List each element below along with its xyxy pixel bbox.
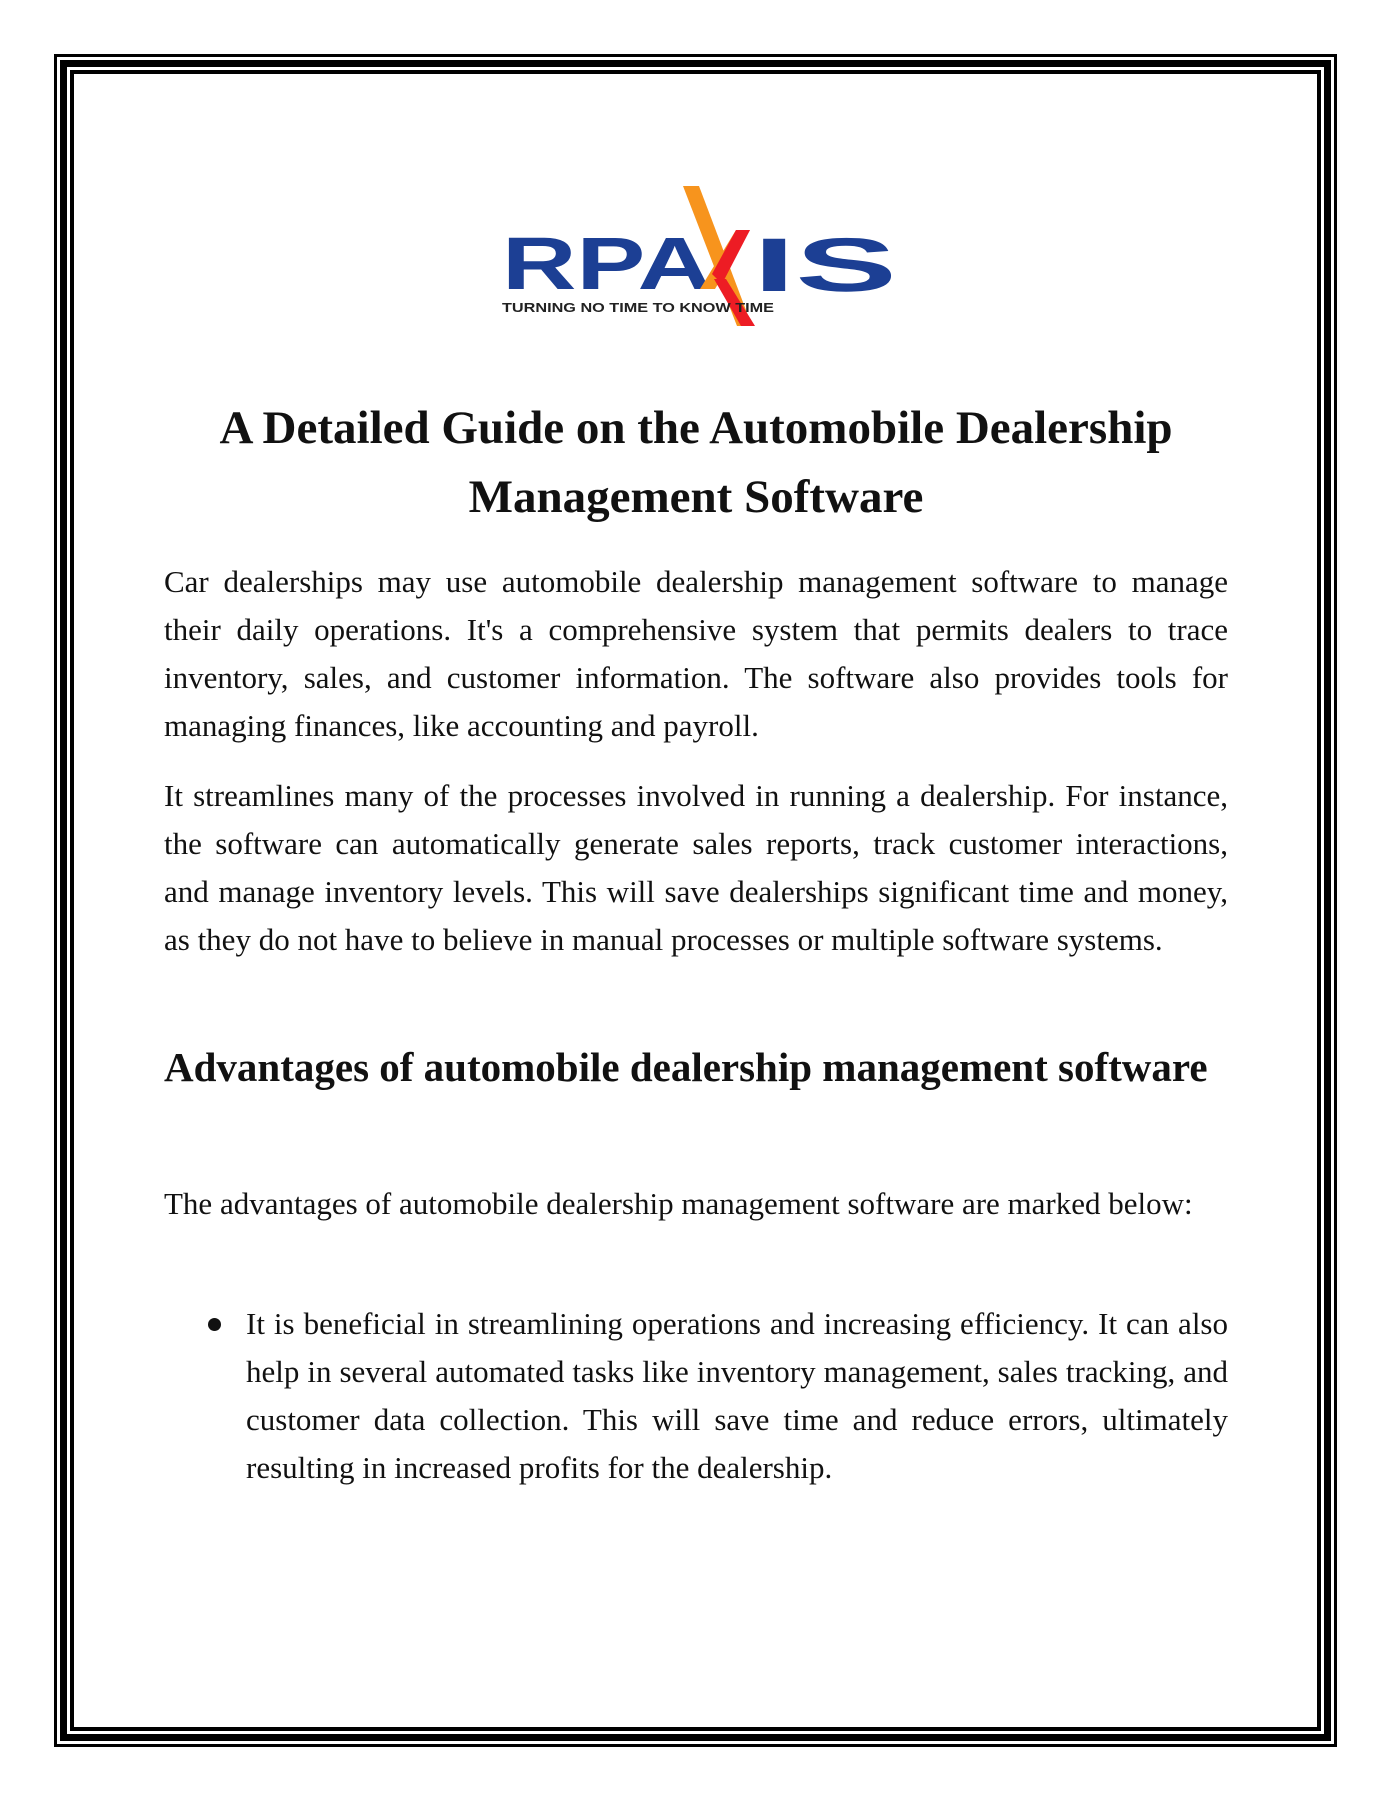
bullet-icon bbox=[208, 1318, 221, 1331]
list-item-text: It is beneficial in streamlining operations and increasing efficiency. It can also help in several automated tasks like inventory management, sales tracking, and customer data collection. This will save time and reduce errors, ultimately resulting in increased profits for the dealership. bbox=[246, 1306, 1228, 1485]
intro-paragraph: Car dealerships may use automobile dealership management software to manage their daily operations. It's a comprehensive system that permits dealers to trace inventory, sales, and customer information. The software also provides tools for managing finances, like accounting and payroll. bbox=[164, 564, 1228, 743]
advantages-list bbox=[164, 1300, 1228, 1492]
rpaxis-logo bbox=[500, 184, 900, 330]
page-title: A Detailed Guide on the Automobile Dealership Management Software bbox=[219, 402, 1173, 523]
section-heading: Advantages of automobile dealership management software bbox=[164, 1044, 1208, 1090]
logo-tagline: TURNING NO TIME TO KNOW TIME bbox=[502, 300, 775, 315]
logo-brand-left: RPA bbox=[502, 222, 712, 305]
list-item bbox=[164, 1300, 1228, 1492]
logo-brand-right: IS bbox=[753, 223, 897, 308]
section-intro: The advantages of automobile dealership management software are marked below: bbox=[164, 1186, 1193, 1221]
streamline-paragraph: It streamlines many of the processes involved in running a dealership. For instance, the software can automatically generate sales reports, track customer interactions, and manage inventory levels. This will save dealerships significant time and money, as they do not have to believe in manual processes or multiple software systems. bbox=[164, 778, 1228, 957]
